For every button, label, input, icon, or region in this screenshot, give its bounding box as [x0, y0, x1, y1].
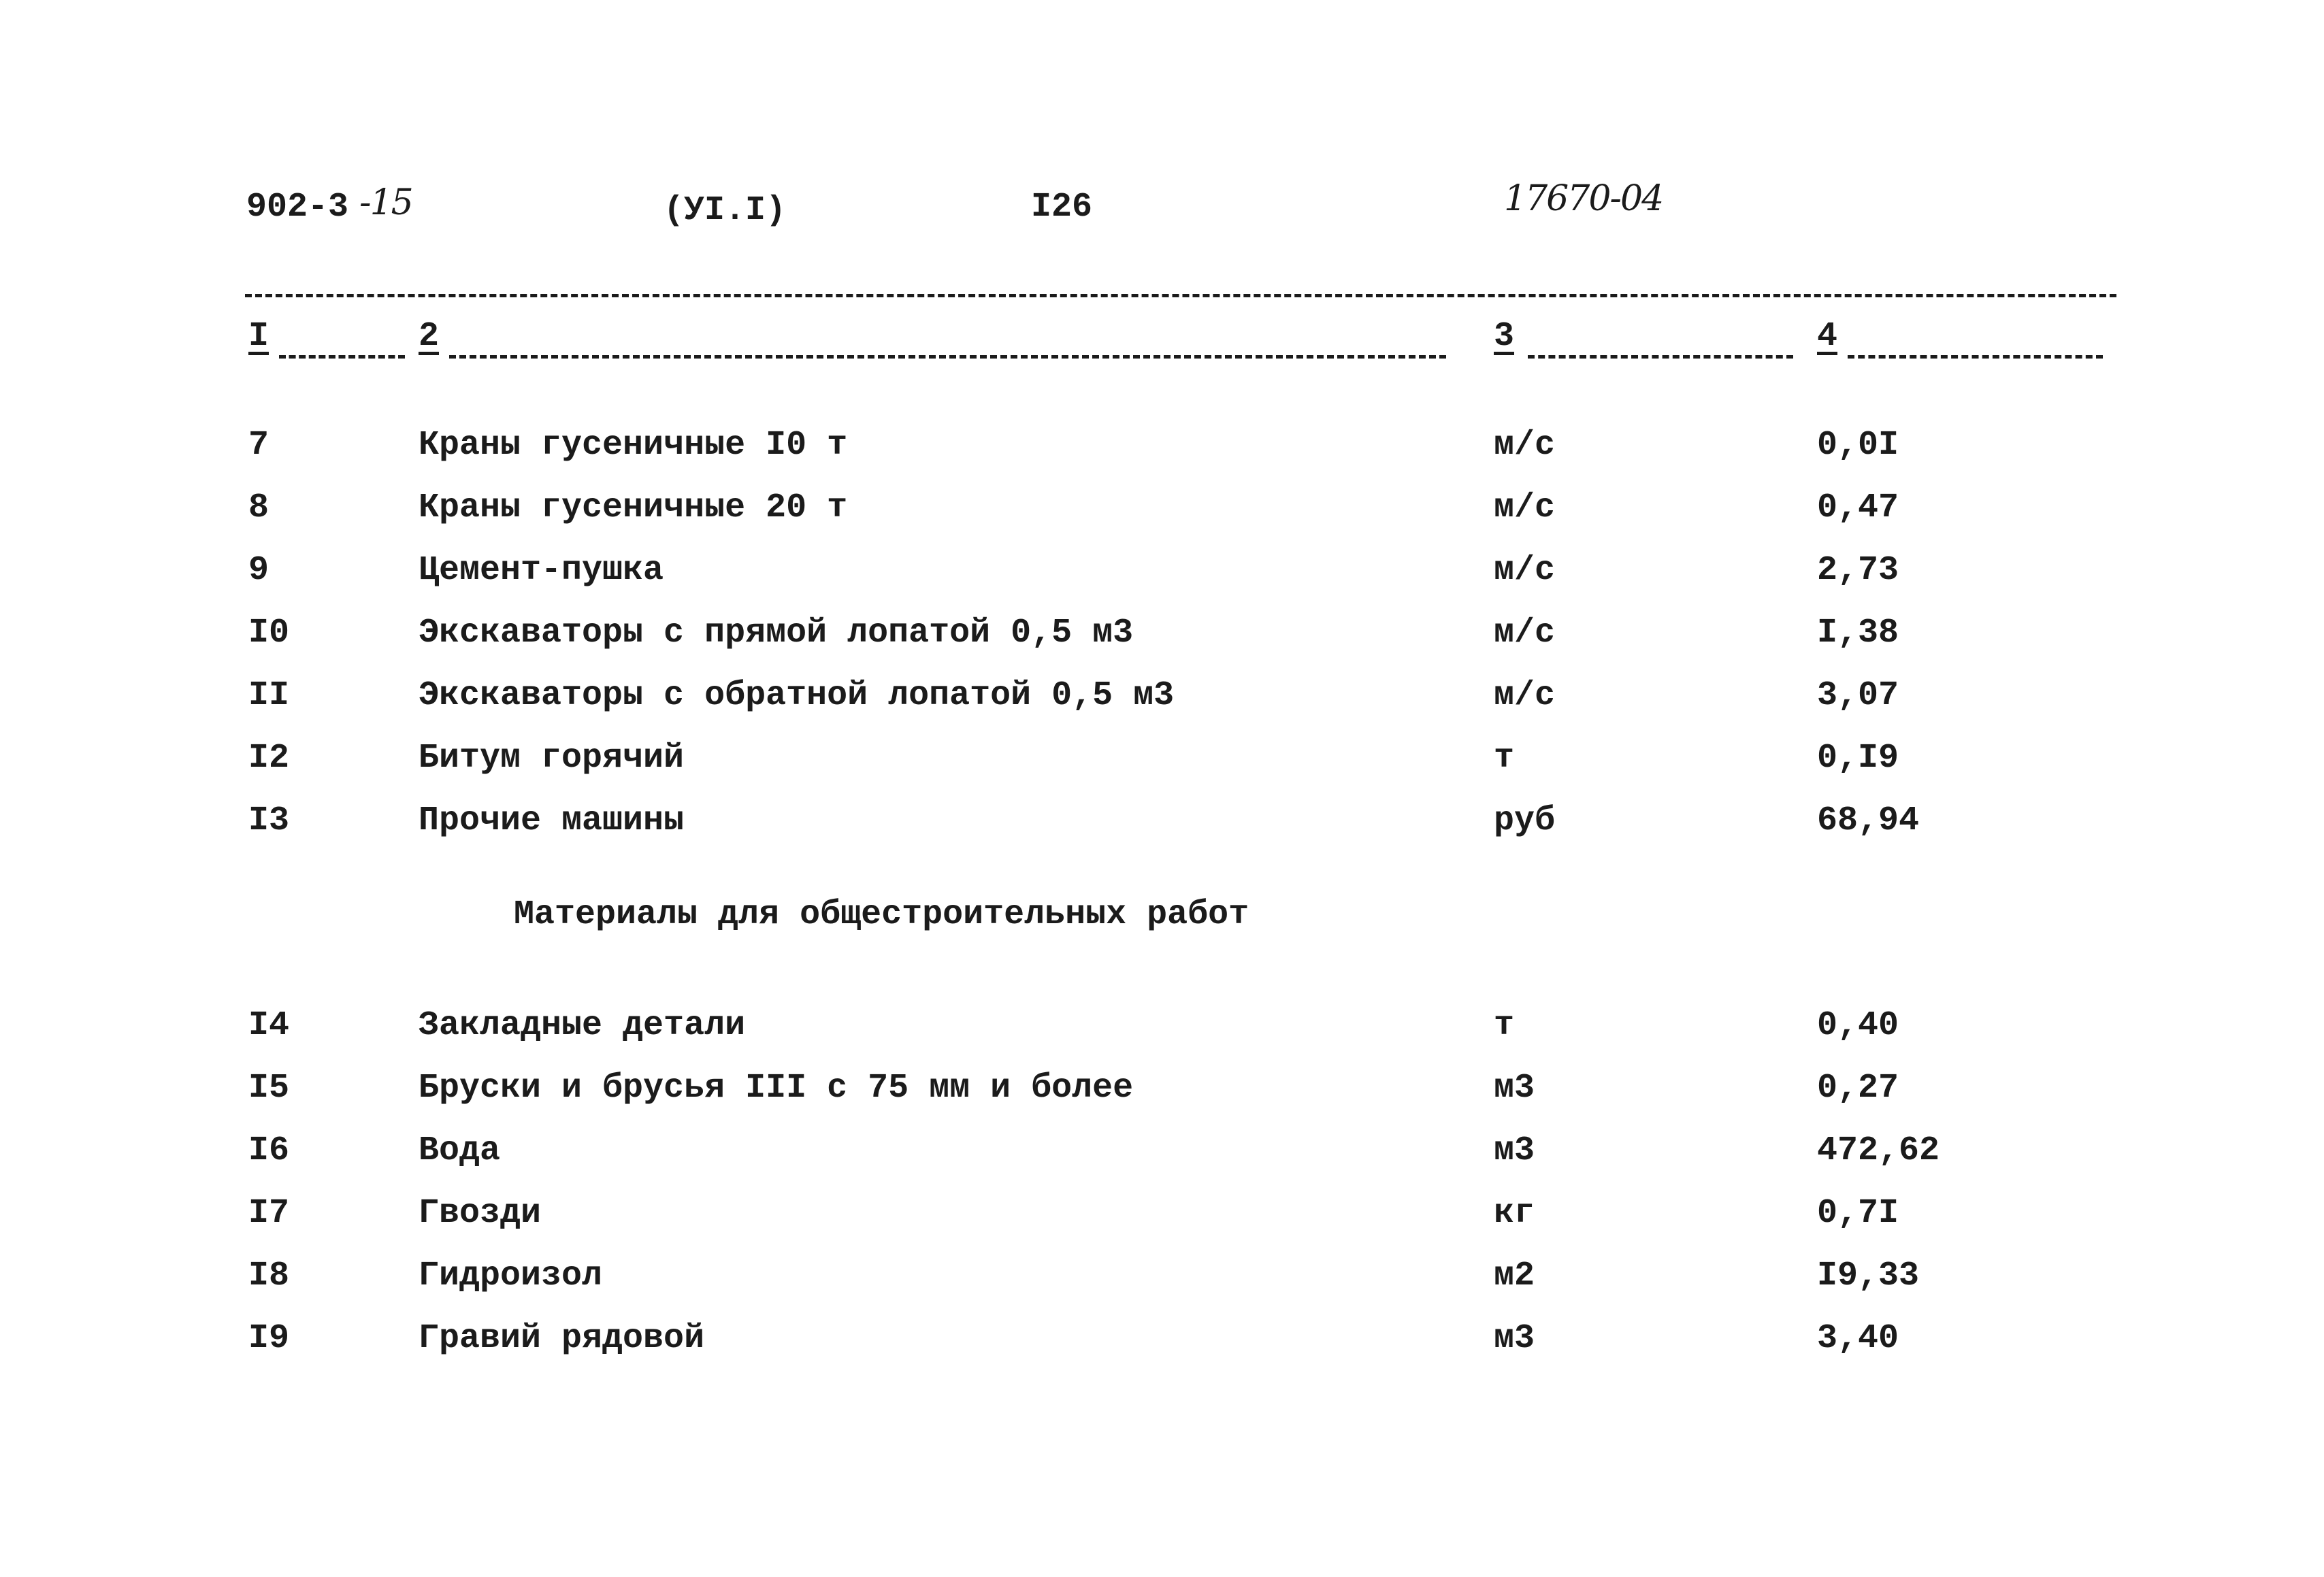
section-ref: (УI.I) — [664, 191, 787, 230]
row-value: 0,0I — [1817, 426, 1899, 465]
header-dash-segment — [1848, 355, 2103, 359]
row-value: 0,47 — [1817, 488, 1899, 527]
row-unit: м/с — [1494, 614, 1556, 652]
row-number: I2 — [248, 739, 290, 778]
top-dashed-rule — [245, 294, 2116, 297]
table-row — [0, 1131, 2324, 1172]
row-name: Битум горячий — [419, 739, 685, 778]
table-row — [0, 801, 2324, 842]
row-unit: м2 — [1494, 1257, 1535, 1295]
table-row — [0, 1006, 2324, 1046]
header-dash-segment — [279, 355, 405, 359]
row-number: 9 — [248, 551, 269, 590]
row-name: Прочие машины — [419, 801, 685, 840]
row-unit: м/с — [1494, 676, 1556, 715]
row-name: Краны гусеничные I0 т — [419, 426, 848, 465]
column-header-3: 3 — [1494, 317, 1515, 356]
row-number: I9 — [248, 1319, 290, 1358]
header-dash-segment — [1528, 355, 1793, 359]
row-number: 7 — [248, 426, 269, 465]
row-name: Цемент-пушка — [419, 551, 664, 590]
row-value: 0,7I — [1817, 1194, 1899, 1233]
row-value: I9,33 — [1817, 1257, 1920, 1295]
row-name: Краны гусеничные 20 т — [419, 488, 848, 527]
row-unit: руб — [1494, 801, 1556, 840]
row-number: I4 — [248, 1006, 290, 1045]
row-unit: т — [1494, 739, 1515, 778]
row-name: Бруски и брусья III с 75 мм и более — [419, 1069, 1134, 1108]
row-number: I5 — [248, 1069, 290, 1108]
row-value: I,38 — [1817, 614, 1899, 652]
row-name: Экскаваторы с обратной лопатой 0,5 м3 — [419, 676, 1175, 715]
row-value: 3,07 — [1817, 676, 1899, 715]
table-row — [0, 1193, 2324, 1234]
row-number: I6 — [248, 1131, 290, 1170]
doc-code: 902-3 — [246, 188, 349, 227]
row-unit: м3 — [1494, 1131, 1535, 1170]
row-number: I7 — [248, 1194, 290, 1233]
row-value: 0,27 — [1817, 1069, 1899, 1108]
table-row — [0, 425, 2324, 466]
page-number: I26 — [1031, 188, 1093, 227]
row-number: I0 — [248, 614, 290, 652]
row-number: I3 — [248, 801, 290, 840]
row-name: Вода — [419, 1131, 501, 1170]
table-row — [0, 550, 2324, 591]
section-title: Материалы для общестроительных работ — [514, 895, 1249, 934]
table-row — [0, 488, 2324, 529]
row-name: Гидроизол — [419, 1257, 603, 1295]
row-name: Гвозди — [419, 1194, 542, 1233]
row-value: 0,40 — [1817, 1006, 1899, 1045]
row-value: 472,62 — [1817, 1131, 1940, 1170]
row-unit: м3 — [1494, 1319, 1535, 1358]
column-header-1: I — [248, 317, 269, 356]
table-row — [0, 1256, 2324, 1297]
row-value: 2,73 — [1817, 551, 1899, 590]
row-number: II — [248, 676, 290, 715]
row-unit: м/с — [1494, 551, 1556, 590]
inventory-number-handwritten: 17670-04 — [1504, 178, 1663, 219]
doc-code-handwritten: -15 — [359, 182, 412, 223]
table-row — [0, 613, 2324, 654]
row-unit: т — [1494, 1006, 1515, 1045]
table-row — [0, 1318, 2324, 1359]
row-name: Закладные детали — [419, 1006, 746, 1045]
row-unit: м3 — [1494, 1069, 1535, 1108]
row-value: 0,I9 — [1817, 739, 1899, 778]
row-unit: м/с — [1494, 426, 1556, 465]
row-name: Экскаваторы с прямой лопатой 0,5 м3 — [419, 614, 1134, 652]
row-number: I8 — [248, 1257, 290, 1295]
row-name: Гравий рядовой — [419, 1319, 705, 1358]
row-value: 3,40 — [1817, 1319, 1899, 1358]
header-dash-segment — [449, 355, 1446, 359]
table-row — [0, 738, 2324, 779]
table-row — [0, 1068, 2324, 1109]
table-row — [0, 676, 2324, 716]
row-number: 8 — [248, 488, 269, 527]
column-header-2: 2 — [419, 317, 440, 356]
column-header-4: 4 — [1817, 317, 1838, 356]
row-unit: кг — [1494, 1194, 1535, 1233]
row-unit: м/с — [1494, 488, 1556, 527]
row-value: 68,94 — [1817, 801, 1920, 840]
